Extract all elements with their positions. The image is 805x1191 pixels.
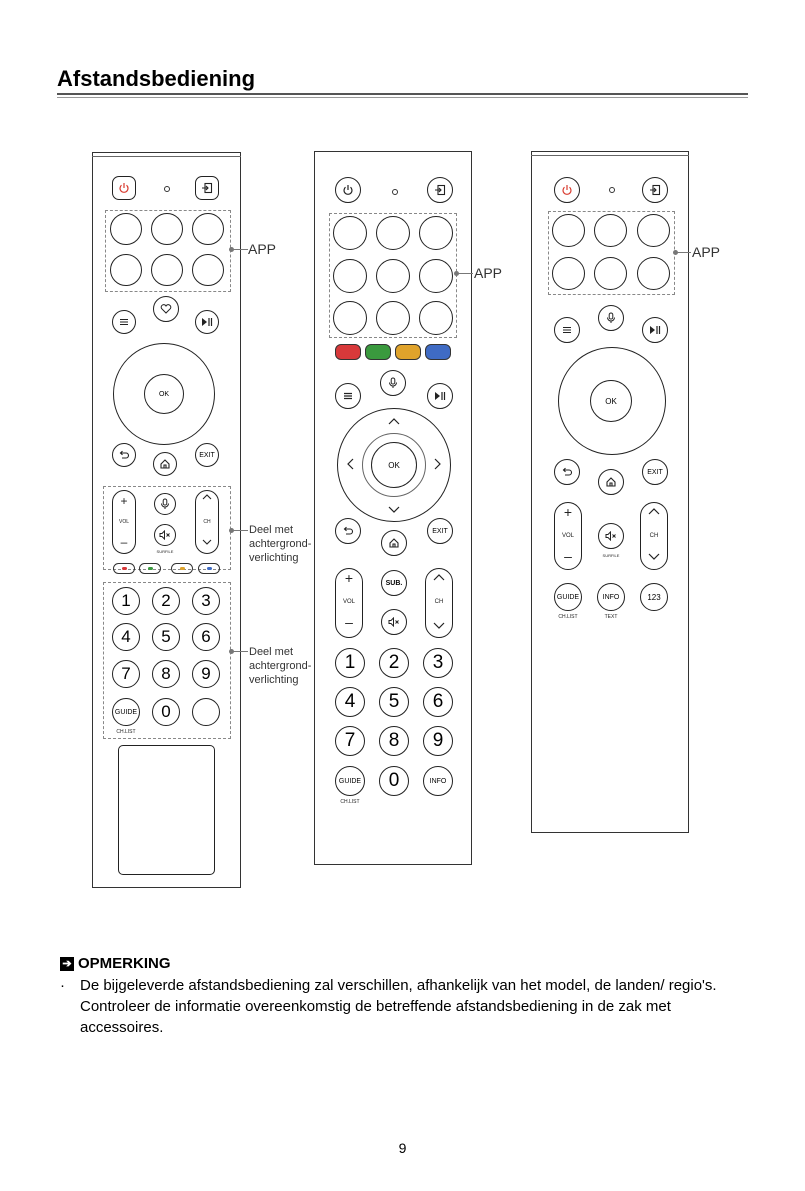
color-button-blue[interactable]: [198, 563, 220, 574]
mute-icon: [605, 531, 617, 541]
power-icon: [561, 184, 573, 196]
mute-button[interactable]: [381, 609, 407, 635]
menu-button[interactable]: [554, 317, 580, 343]
mute-button[interactable]: [598, 523, 624, 549]
digit-button[interactable]: 2: [152, 587, 180, 615]
digit-button[interactable]: 0: [379, 766, 409, 796]
digit-button[interactable]: 1: [335, 648, 365, 678]
app-button[interactable]: [376, 259, 410, 293]
input-icon: [434, 184, 446, 196]
digit-button[interactable]: 5: [379, 687, 409, 717]
chlist-label: CH.LIST: [340, 799, 360, 805]
back-icon: [118, 449, 130, 461]
digit-button[interactable]: 3: [192, 587, 220, 615]
play-pause-button[interactable]: [642, 317, 668, 343]
surfile-label: SURFILE: [156, 549, 174, 554]
note-body: [60, 975, 750, 1038]
indicator-dot: [164, 186, 170, 192]
indicator-dot: [609, 187, 615, 193]
input-icon: [201, 182, 213, 194]
app-button[interactable]: [192, 213, 224, 245]
app-button[interactable]: [333, 301, 367, 335]
mute-icon: [388, 617, 400, 627]
app-callout-1: APP: [248, 241, 277, 257]
mic-button[interactable]: [380, 370, 406, 396]
guide-button[interactable]: GUIDE: [554, 583, 582, 611]
color-button-red[interactable]: [113, 563, 135, 574]
vol-label: VOL: [561, 533, 574, 539]
app-callout-3: APP: [692, 244, 721, 260]
info-button[interactable]: INFO: [423, 766, 453, 796]
chevron-down-icon: [648, 553, 660, 560]
vol-label: VOL: [118, 519, 129, 525]
menu-icon: [119, 317, 129, 327]
app-button[interactable]: [637, 214, 670, 247]
digit-button[interactable]: 9: [192, 660, 220, 688]
input-button[interactable]: [642, 177, 668, 203]
home-icon: [605, 476, 617, 488]
chevron-down-icon: [433, 622, 445, 629]
touchpad[interactable]: [118, 745, 215, 875]
exit-button[interactable]: EXIT: [427, 518, 453, 544]
app-button[interactable]: [376, 216, 410, 250]
app-button[interactable]: [333, 259, 367, 293]
app-button[interactable]: [333, 216, 367, 250]
ch-label: CH: [434, 599, 444, 605]
app-button[interactable]: [192, 254, 224, 286]
app-button[interactable]: [151, 254, 183, 286]
remote-2: OK EXIT + VOL – SUB. CH 1 2 3 4 5 6 7 8 9 GUIDE CH.LIST 0 INFO: [314, 151, 472, 865]
title-rule: [57, 93, 748, 95]
back-button[interactable]: [554, 459, 580, 485]
exit-button[interactable]: [195, 443, 219, 467]
blank-button[interactable]: [192, 698, 220, 726]
vol-label: VOL: [342, 599, 355, 605]
ok-button[interactable]: OK: [590, 380, 632, 422]
ch-label: CH: [649, 533, 659, 539]
home-button[interactable]: [598, 469, 624, 495]
power-icon: [118, 182, 130, 194]
color-button-green[interactable]: [365, 344, 391, 360]
note-heading: [60, 955, 171, 972]
app-button[interactable]: [419, 259, 453, 293]
app-button[interactable]: [637, 257, 670, 290]
num123-button[interactable]: 123: [640, 583, 668, 611]
app-button[interactable]: [594, 214, 627, 247]
home-icon: [388, 537, 400, 549]
digit-button[interactable]: 4: [112, 623, 140, 651]
play-pause-icon: [201, 317, 213, 327]
app-button[interactable]: [376, 301, 410, 335]
menu-button[interactable]: [335, 383, 361, 409]
page-title: Afstandsbediening: [57, 66, 256, 91]
color-button-red[interactable]: [335, 344, 361, 360]
digit-button[interactable]: 3: [423, 648, 453, 678]
app-button[interactable]: [419, 216, 453, 250]
backlight-callout-2: Deel met achtergrond- verlichting: [249, 646, 312, 686]
play-pause-button[interactable]: [195, 310, 219, 334]
digit-button[interactable]: 4: [335, 687, 365, 717]
app-button[interactable]: [552, 214, 585, 247]
app-button[interactable]: [110, 254, 142, 286]
color-button-yellow[interactable]: [395, 344, 421, 360]
ch-label: CH: [203, 519, 211, 525]
color-button-yellow[interactable]: [171, 563, 193, 574]
digit-button[interactable]: 5: [152, 623, 180, 651]
mic-button[interactable]: [154, 493, 176, 515]
exit-label: EXIT: [199, 451, 215, 459]
play-pause-button[interactable]: [427, 383, 453, 409]
chevron-up-icon: [433, 574, 445, 581]
heart-icon: [160, 303, 172, 315]
home-button[interactable]: [381, 530, 407, 556]
app-button[interactable]: [552, 257, 585, 290]
input-button[interactable]: [195, 176, 219, 200]
chevron-down-icon: [202, 539, 212, 545]
digit-button[interactable]: 8: [379, 726, 409, 756]
chevron-up-icon: [202, 494, 212, 500]
surfile-label: SURFILE: [602, 553, 620, 558]
menu-icon: [562, 325, 572, 335]
power-icon: [342, 184, 354, 196]
color-button-green[interactable]: [139, 563, 161, 574]
bullet: ·: [60, 977, 65, 994]
digit-button[interactable]: 2: [379, 648, 409, 678]
home-icon: [159, 458, 171, 470]
app-button[interactable]: [419, 301, 453, 335]
title-rule-thin: [57, 97, 748, 98]
digit-button[interactable]: 1: [112, 587, 140, 615]
back-button[interactable]: [335, 518, 361, 544]
digit-button[interactable]: 6: [192, 623, 220, 651]
exit-button[interactable]: EXIT: [642, 459, 668, 485]
app-button[interactable]: [110, 213, 142, 245]
home-button[interactable]: [153, 452, 177, 476]
power-button[interactable]: [335, 177, 361, 203]
chlist-label: CH.LIST: [558, 614, 578, 620]
digit-button[interactable]: 6: [423, 687, 453, 717]
note-heading-text: OPMERKING: [78, 955, 171, 972]
mute-icon: [159, 530, 171, 540]
ok-button[interactable]: OK: [371, 442, 417, 488]
remote-1: OK EXIT + VOL – SURFILE CH 1 2 3 4 5 6 7 8 9 GUIDE CH.LIST 0: [92, 152, 241, 888]
guide-button[interactable]: GUIDE: [335, 766, 365, 796]
text-label: TEXT: [604, 614, 618, 620]
digit-button[interactable]: 8: [152, 660, 180, 688]
chevron-up-icon: [648, 508, 660, 515]
power-button[interactable]: [112, 176, 136, 200]
menu-button[interactable]: [112, 310, 136, 334]
digit-button[interactable]: 9: [423, 726, 453, 756]
note-text: De bijgeleverde afstandsbediening zal verschillen, afhankelijk van het model, de landen/ regio's. Controleer de informatie overeenkomstig de betreffende afstandsbediening in de zak met accessoires.: [80, 977, 717, 1036]
info-button[interactable]: INFO: [597, 583, 625, 611]
mic-button[interactable]: [598, 305, 624, 331]
ok-button[interactable]: [144, 374, 184, 414]
guide-button[interactable]: GUIDE: [112, 698, 140, 726]
app-callout-2: APP: [474, 265, 503, 281]
input-button[interactable]: [427, 177, 453, 203]
play-pause-icon: [434, 391, 446, 401]
chlist-label: CH.LIST: [116, 729, 136, 735]
back-icon: [342, 525, 354, 537]
favorite-button[interactable]: [153, 296, 179, 322]
play-pause-icon: [649, 325, 661, 335]
page-number: 9: [398, 1140, 407, 1156]
remote-3: OK EXIT + VOL – SURFILE CH GUIDE CH.LIST INFO TEXT 123: [531, 151, 689, 833]
digit-button[interactable]: 7: [335, 726, 365, 756]
mic-icon: [388, 377, 398, 389]
back-icon: [561, 466, 573, 478]
back-button[interactable]: [112, 443, 136, 467]
color-button-blue[interactable]: [425, 344, 451, 360]
mute-button[interactable]: [154, 524, 176, 546]
sub-button[interactable]: SUB.: [381, 570, 407, 596]
mic-icon: [606, 312, 616, 324]
chevron-right-icon: [434, 458, 441, 470]
chevron-up-icon: [388, 418, 400, 425]
menu-icon: [343, 391, 353, 401]
chevron-down-icon: [388, 506, 400, 513]
app-button[interactable]: [151, 213, 183, 245]
ok-label: OK: [158, 390, 170, 398]
input-icon: [649, 184, 661, 196]
digit-button[interactable]: 7: [112, 660, 140, 688]
app-button[interactable]: [594, 257, 627, 290]
power-button[interactable]: [554, 177, 580, 203]
arrow-right-icon: ➔: [60, 957, 74, 971]
mic-icon: [160, 498, 170, 510]
chevron-left-icon: [347, 458, 354, 470]
digit-button[interactable]: 0: [152, 698, 180, 726]
indicator-dot: [392, 189, 398, 195]
backlight-callout-1: Deel met achtergrond- verlichting: [249, 524, 312, 564]
